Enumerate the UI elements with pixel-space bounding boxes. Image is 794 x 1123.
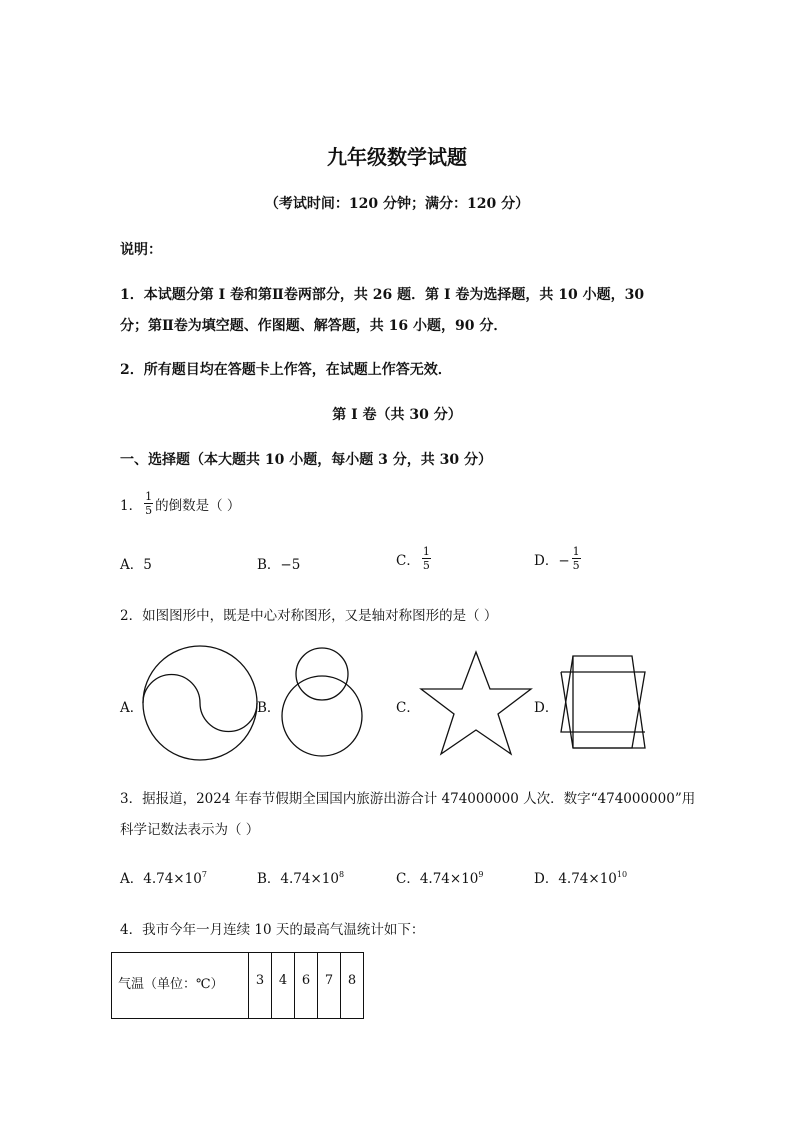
note-1-line-2: 分；第Ⅱ卷为填空题、作图题、解答题，共 16 小题，90 分．	[120, 318, 508, 334]
q3-c-exp: 9	[478, 870, 484, 879]
q3-d-exp: 10	[616, 870, 628, 879]
q1-c-den: 5	[422, 559, 430, 572]
q1-option-c[interactable]	[396, 545, 433, 572]
q1-d-label: D．−	[534, 552, 570, 569]
exam-subtitle: （考试时间：120 分钟；满分：120 分）	[264, 196, 530, 212]
q1-suffix: 的倒数是（ ）	[155, 497, 241, 514]
q2-figure-a	[143, 646, 257, 760]
q1-fraction	[144, 490, 153, 517]
q2-figure-d	[561, 656, 645, 748]
q2-option-d[interactable]: D．	[534, 700, 559, 716]
figure-d-edge	[561, 672, 573, 748]
q2-option-b[interactable]: B．	[257, 700, 281, 716]
q2-figure-c	[421, 652, 531, 754]
q3-c-base: C．4.74×10	[396, 871, 479, 887]
q3-d-base: D．4.74×10	[534, 871, 617, 887]
q1-option-a[interactable]: A．5	[120, 557, 152, 573]
q1-prefix: 1．	[120, 497, 143, 514]
q1-c-num: 1	[422, 545, 430, 558]
note-2: 2．所有题目均在答题卡上作答，在试题上作答无效．	[120, 362, 452, 378]
q3-option-a[interactable]	[120, 867, 207, 887]
temperature-table	[111, 952, 364, 1019]
q1-d-den: 5	[572, 559, 580, 572]
temperature-row	[112, 953, 364, 1019]
temperature-header-cell: 气温（单位：℃）	[112, 953, 249, 1019]
q1-option-b[interactable]: B．−5	[257, 557, 301, 573]
q1-c-fraction	[422, 545, 431, 572]
figure-b-large-circle	[282, 676, 362, 756]
q2-option-a[interactable]: A．	[120, 700, 144, 716]
q3-option-c[interactable]	[396, 867, 483, 887]
note-1-line-1: 1．本试题分第 I 卷和第Ⅱ卷两部分，共 26 题．第 I 卷为选择题，共 10 小题，30	[120, 287, 645, 303]
question-3-line-2: 科学记数法表示为（ ）	[120, 822, 260, 838]
figure-a-s-curve	[143, 675, 257, 732]
q1-frac-den: 5	[145, 504, 153, 517]
q1-frac-num: 1	[145, 490, 153, 503]
notes-heading: 说明：	[120, 242, 162, 258]
temperature-value: 6	[295, 953, 318, 1019]
page-title: 九年级数学试题	[327, 145, 467, 169]
q2-option-c[interactable]: C．	[396, 700, 420, 716]
q3-b-base: B．4.74×10	[257, 871, 339, 887]
figure-b-small-circle	[296, 648, 348, 700]
temperature-value: 7	[318, 953, 341, 1019]
q3-option-b[interactable]	[257, 867, 344, 887]
part-one-title: 第 I 卷（共 30 分）	[332, 407, 462, 423]
temperature-value: 4	[272, 953, 295, 1019]
temperature-value: 3	[249, 953, 272, 1019]
section-heading: 一、选择题（本大题共 10 小题，每小题 3 分，共 30 分）	[120, 452, 492, 468]
q2-figure-b	[282, 648, 362, 756]
q3-a-base: A．4.74×10	[120, 871, 202, 887]
q1-option-d[interactable]	[534, 545, 583, 572]
temperature-value: 8	[341, 953, 364, 1019]
question-2: 2．如图图形中，既是中心对称图形，又是轴对称图形的是（ ）	[120, 608, 498, 624]
question-1	[120, 490, 240, 517]
q1-d-num: 1	[572, 545, 580, 558]
q3-option-d[interactable]	[534, 867, 627, 887]
question-3-line-1: 3．据报道，2024 年春节假期全国国内旅游出游合计 474000000 人次．数字“474000000”用	[120, 791, 696, 807]
question-4: 4．我市今年一月连续 10 天的最高气温统计如下：	[120, 922, 425, 938]
figure-c-star	[421, 652, 531, 754]
q1-c-label: C．	[396, 552, 420, 569]
q3-b-exp: 8	[338, 870, 345, 879]
q3-a-exp: 7	[201, 870, 207, 879]
q1-d-fraction	[572, 545, 581, 572]
